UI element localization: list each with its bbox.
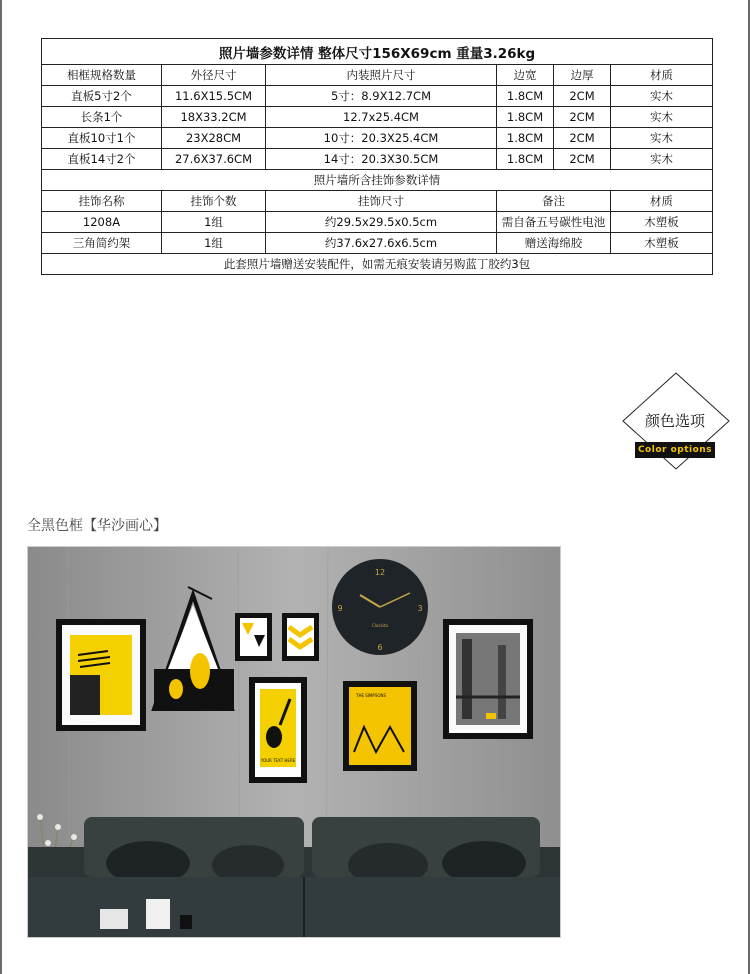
section-title: 全黑色框【华沙画心】 (27, 518, 167, 534)
accessory-row (42, 212, 713, 233)
header-cell: 挂饰尺寸 (266, 191, 497, 212)
bridge-frame (443, 619, 533, 739)
header-cell: 挂饰个数 (162, 191, 266, 212)
clock-brand: Clockita (372, 623, 388, 628)
header-cell: 材质 (611, 65, 713, 86)
poster-frame (343, 681, 417, 771)
table-cell: 10寸：20.3X25.4CM (266, 128, 497, 149)
small-geo-frame (235, 613, 272, 661)
header-cell: 内装照片尺寸 (266, 65, 497, 86)
table-cell: 实木 (611, 86, 713, 107)
table-cell: 木塑板 (611, 233, 713, 254)
table-title: 照片墙参数详情 整体尺寸156X69cm 重量3.26kg (42, 39, 713, 65)
violin-frame (249, 677, 307, 783)
table-cell: 实木 (611, 128, 713, 149)
table-cell: 约37.6x27.6x6.5cm (266, 233, 497, 254)
table-cell: 1组 (162, 212, 266, 233)
zebra-frame (56, 619, 146, 731)
table-cell: 2CM (554, 107, 611, 128)
table-header-row (42, 65, 713, 86)
zebra-frame-text: CONTENT (76, 717, 101, 723)
table-cell: 11.6X15.5CM (162, 86, 266, 107)
table-cell: 2CM (554, 149, 611, 170)
living-room-scene (28, 547, 560, 937)
header-cell: 相框规格数量 (42, 65, 162, 86)
header-cell: 外径尺寸 (162, 65, 266, 86)
color-options-label: 颜色选项 (644, 412, 705, 430)
header-cell: 备注 (497, 191, 611, 212)
page-border-left (0, 0, 2, 974)
table-cell: 直板10寸1个 (42, 128, 162, 149)
color-options-strip: Color options (635, 442, 715, 458)
spec-table (41, 38, 713, 275)
table-cell: 1.8CM (497, 128, 554, 149)
violin-frame-text: YOUR TEXT HERE (260, 758, 296, 763)
table-cell: 18X33.2CM (162, 107, 266, 128)
table-cell: 木塑板 (611, 212, 713, 233)
table-row (42, 149, 713, 170)
clock-number: 3 (417, 604, 423, 613)
table-cell: 长条1个 (42, 107, 162, 128)
table-row (42, 128, 713, 149)
clock-number: 9 (337, 604, 343, 613)
poster-frame-text: THE SIMPSONS (356, 693, 387, 698)
table-cell: 1组 (162, 233, 266, 254)
table-cell: 三角简约架 (42, 233, 162, 254)
header-cell: 材质 (611, 191, 713, 212)
table-cell: 1.8CM (497, 107, 554, 128)
table-subtitle: 照片墙所含挂饰参数详情 (42, 170, 713, 191)
table-cell: 12.7x25.4CM (266, 107, 497, 128)
table-cell: 需自备五号碳性电池 (497, 212, 611, 233)
table-note: 此套照片墙赠送安装配件，如需无痕安装请另购蓝丁胶约3包 (42, 254, 713, 275)
clock-number: 6 (377, 643, 383, 652)
clock-number: 12 (374, 568, 386, 577)
table-cell: 27.6X37.6CM (162, 149, 266, 170)
wall-clock (332, 559, 428, 655)
header-cell: 边厚 (554, 65, 611, 86)
header-cell: 边宽 (497, 65, 554, 86)
table-cell: 实木 (611, 107, 713, 128)
table-cell: 1.8CM (497, 86, 554, 107)
header-cell: 挂饰名称 (42, 191, 162, 212)
small-chevron-frame (282, 613, 319, 661)
table-cell: 14寸：20.3X30.5CM (266, 149, 497, 170)
accessory-row (42, 233, 713, 254)
table-cell: 实木 (611, 149, 713, 170)
accessory-header-row (42, 191, 713, 212)
table-cell: 2CM (554, 86, 611, 107)
table-cell: 直板5寸2个 (42, 86, 162, 107)
table-cell: 2CM (554, 128, 611, 149)
table-cell: 5寸：8.9X12.7CM (266, 86, 497, 107)
table-row (42, 86, 713, 107)
table-cell: 直板14寸2个 (42, 149, 162, 170)
table-row (42, 107, 713, 128)
table-cell: 约29.5x29.5x0.5cm (266, 212, 497, 233)
product-photo (27, 546, 561, 938)
table-cell: 1.8CM (497, 149, 554, 170)
table-cell: 赠送海绵胶 (497, 233, 611, 254)
table-cell: 1208A (42, 212, 162, 233)
table-cell: 23X28CM (162, 128, 266, 149)
